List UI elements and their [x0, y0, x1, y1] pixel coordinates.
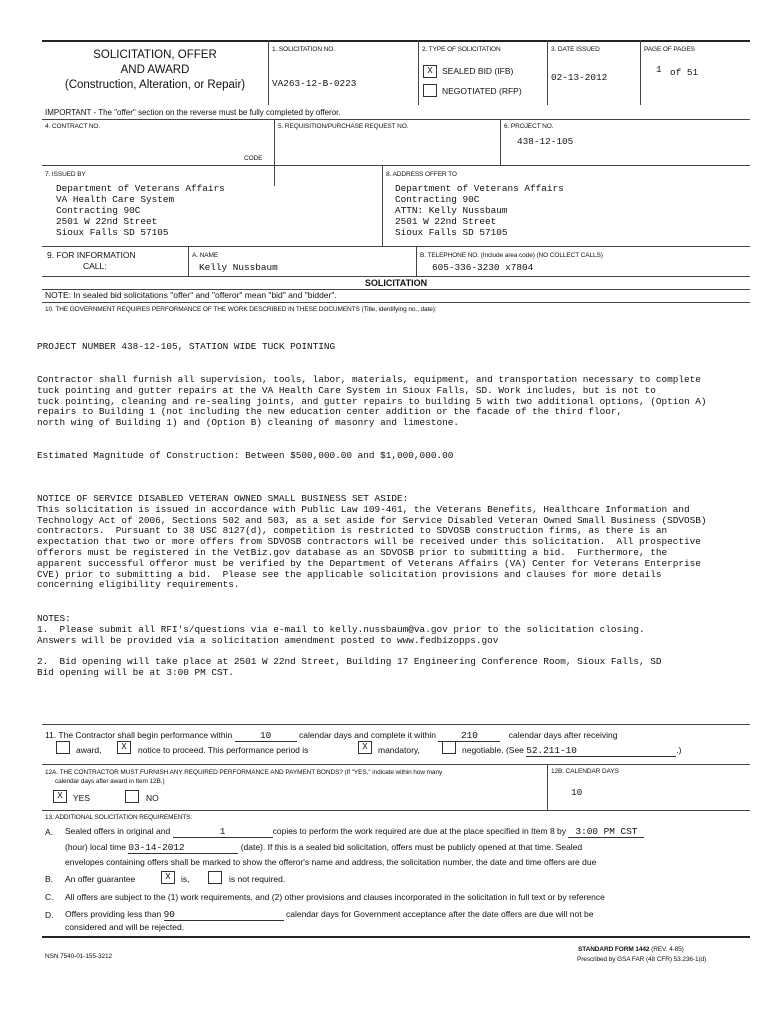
item11-text1: 11. The Contractor shall begin performance within	[45, 730, 233, 740]
telephone-value[interactable]: 605-336-3230 x7804	[432, 262, 534, 273]
item13-d-letter: D.	[45, 910, 54, 920]
code-label: CODE	[244, 155, 263, 162]
item13-a-text3: (hour) local time	[65, 842, 126, 852]
for-information-line2: CALL:	[83, 261, 107, 271]
solicitation-no-label: 1. SOLICITATION NO.	[272, 46, 335, 53]
page-total: of 51	[670, 67, 699, 78]
project-no-label: 6. PROJECT NO.	[504, 123, 554, 130]
date-issued-value[interactable]: 02-13-2012	[551, 72, 608, 83]
project-no-value[interactable]: 438-12-105	[517, 136, 574, 147]
acceptance-days-value: 90	[163, 909, 175, 920]
negotiable-checkbox[interactable]	[442, 741, 456, 754]
issued-by-line: Contracting 90C	[56, 205, 141, 216]
contract-no-label: 4. CONTRACT NO.	[45, 123, 101, 130]
guarantee-is-not-label: is not required.	[229, 874, 286, 884]
item13-d-text2: calendar days for Government acceptance after the date offers are due will not be	[285, 909, 594, 919]
bonds-yes-checkbox[interactable]: X	[53, 790, 67, 803]
page-of-pages-label: PAGE OF PAGES	[644, 46, 695, 53]
for-information-label	[47, 250, 136, 272]
standard-form-rev: (REV. 4-85)	[651, 946, 684, 953]
see-clause-value: 52.211-10	[526, 745, 577, 756]
negotiated-label: NEGOTIATED (RFP)	[442, 86, 522, 96]
standard-form-name: STANDARD FORM 1442	[578, 946, 650, 953]
form-title-line2: AND AWARD	[120, 64, 190, 76]
bonds-label-line1: 12A. THE CONTRACTOR MUST FURNISH ANY REQUIRED PERFORMANCE AND PAYMENT BONDS? (If "YES," indicate within how many	[45, 769, 443, 776]
item13-c-letter: C.	[45, 892, 54, 902]
due-date-field[interactable]	[128, 842, 238, 854]
sealed-bid-label: SEALED BID (IFB)	[442, 66, 514, 76]
item13-a-text2: copies to perform the work required are due at the place specified in Item 8 by	[272, 826, 567, 836]
item11-complete-days-value: 210	[460, 730, 478, 741]
item13-a-text5: envelopes containing offers shall be marked to show the offeror's name and address, the solicitation number, the date and time offers are due	[65, 857, 597, 867]
copies-value: 1	[219, 826, 226, 837]
item13-b-letter: B.	[45, 874, 54, 884]
contact-name-label: A. NAME	[192, 252, 219, 259]
prescribed-by: Prescribed by GSA FAR (48 CFR) 53.236-1(d)	[577, 956, 707, 963]
acceptance-days-field[interactable]	[164, 909, 284, 921]
guarantee-is-label: is,	[181, 874, 190, 884]
form-title-line1: SOLICITATION, OFFER	[93, 49, 217, 61]
item13-a-letter: A.	[45, 827, 54, 837]
offer-to-line: Contracting 90C	[395, 194, 480, 205]
bonds-label	[45, 768, 442, 786]
additional-requirements-label: 13. ADDITIONAL SOLICITATION REQUIREMENTS:	[45, 814, 193, 821]
guarantee-is-checkbox[interactable]: X	[161, 871, 175, 884]
item13-a-line1	[65, 826, 644, 838]
item11-text3: calendar days after receiving	[508, 730, 618, 740]
calendar-days-value[interactable]: 10	[571, 787, 583, 798]
item11-start-days[interactable]	[235, 730, 297, 742]
item11-text2: calendar days and complete it within	[299, 730, 437, 740]
bonds-no-label: NO	[146, 793, 159, 803]
project-title: PROJECT NUMBER 438-12-105, STATION WIDE TUCK POINTING	[37, 341, 336, 352]
bid-opening-note: 2. Bid opening will take place at 2501 W 22nd Street, Building 17 Engineering Conference Room, Sioux Falls, SD Bid opening will be at 3:00 PM CST.	[37, 656, 662, 678]
offer-to-line: ATTN: Kelly Nussbaum	[395, 205, 508, 216]
page-number: 1	[656, 64, 662, 75]
issued-by-line: VA Health Care System	[56, 194, 175, 205]
for-information-line1: 9. FOR INFORMATION	[47, 250, 136, 260]
address-offer-to-label: 8. ADDRESS OFFER TO	[386, 171, 457, 178]
due-time-value: 3:00 PM CST	[575, 826, 638, 837]
notes-paragraph: NOTES: 1. Please submit all RFI's/questions via e-mail to kelly.nussbaum@va.gov prior to the solicitation closing. Answers will be provided via a solicitation amendment posted to www.fedbizopps.gov	[37, 613, 645, 646]
estimated-magnitude: Estimated Magnitude of Construction: Between $500,000.00 and $1,000,000.00	[37, 450, 454, 461]
mandatory-checkbox[interactable]: X	[358, 741, 372, 754]
due-date-value: 03-14-2012	[128, 842, 185, 853]
issued-by-line: 2501 W 22nd Street	[56, 216, 158, 227]
offer-guarantee-label: An offer guarantee	[65, 874, 136, 884]
address-offer-to-address	[395, 183, 564, 238]
issued-by-address	[56, 183, 225, 238]
solicitation-heading: SOLICITATION	[364, 278, 428, 288]
see-clause-field[interactable]	[526, 745, 676, 757]
sealed-bid-checkbox[interactable]: X	[423, 65, 437, 78]
important-notice: IMPORTANT - The "offer" section on the reverse must be fully completed by offeror.	[45, 108, 341, 117]
item11-start-days-value: 10	[260, 730, 272, 741]
sealed-bid-note: NOTE: In sealed bid solicitations "offer" and "offeror" mean "bid" and "bidder".	[45, 290, 337, 300]
sdvosb-notice: NOTICE OF SERVICE DISABLED VETERAN OWNED SMALL BUSINESS SET ASIDE: This solicitation is issued in accordance with Public Law 109-461, the Veterans Benefits, Healthcare Information and Technology Act of 2006, Sections 502 and 503, as a set aside for Service Disabled Veteran Owned Small Business (SDVOSB) contractors. Pursuant to 38 USC 8127(d), competition is restricted to SDVOSB construction firms, as there is an expectation that two or more offers from SDVOSB contractors will be received under this solicitation. All prospective offerors must be registered in the VetBiz.gov database as an SDVOSB prior to submitting a bid. Furthermore, the apparent successful offeror must be verified by the Department of Veterans Affairs (VA) Center for Veterans Enterprise CVE) prior to submitting a bid. Please see the applicable solicitation provisions and clauses for more details concerning eligibility requirements.	[37, 493, 707, 591]
issued-by-line: Department of Veterans Affairs	[56, 183, 225, 194]
item13-a-line2	[65, 842, 582, 854]
telephone-label: B. TELEPHONE NO. (Include area code) (NO COLLECT CALLS)	[420, 252, 603, 259]
date-issued-label: 3. DATE ISSUED	[551, 46, 600, 53]
due-time-field[interactable]	[568, 826, 644, 838]
standard-form-id	[578, 946, 684, 953]
item13-c-text: All offers are subject to the (1) work requirements, and (2) other provisions and clauses incorporated in the solicitation in full text or by reference	[65, 892, 605, 902]
issued-by-line: Sioux Falls SD 57105	[56, 227, 169, 238]
bonds-yes-label: YES	[73, 793, 91, 803]
item13-a-text1: Sealed offers in original and	[65, 826, 171, 836]
offer-to-line: Department of Veterans Affairs	[395, 183, 564, 194]
notice-to-proceed-label: notice to proceed. This performance period is	[138, 745, 309, 755]
offer-to-line: 2501 W 22nd Street	[395, 216, 497, 227]
issued-by-label: 7. ISSUED BY	[45, 171, 86, 178]
solicitation-type-label: 2. TYPE OF SOLICITATION	[422, 46, 501, 53]
notice-to-proceed-checkbox[interactable]: X	[117, 741, 131, 754]
item13-a-text4: (date). If this is a sealed bid solicitation, offers must be publicly opened at that time. Sealed	[240, 842, 583, 852]
item13-d-text1: Offers providing less than	[65, 909, 162, 919]
contact-name-value[interactable]: Kelly Nussbaum	[199, 262, 278, 273]
award-label: award,	[76, 745, 102, 755]
form-title-line3: (Construction, Alteration, or Repair)	[64, 79, 246, 91]
see-close: .)	[676, 745, 682, 755]
requisition-no-label: 5. REQUISITION/PURCHASE REQUEST NO.	[278, 123, 409, 130]
negotiable-line	[462, 745, 682, 757]
award-checkbox[interactable]	[56, 741, 70, 754]
bonds-label-line2: calendar days after award in Item 12B.)	[55, 778, 165, 785]
guarantee-is-not-checkbox[interactable]	[208, 871, 222, 884]
calendar-days-label: 12B. CALENDAR DAYS	[551, 768, 619, 775]
item13-d-line1	[65, 909, 593, 921]
copies-field[interactable]	[173, 826, 273, 838]
offer-to-line: Sioux Falls SD 57105	[395, 227, 508, 238]
bonds-no-checkbox[interactable]	[125, 790, 139, 803]
item13-d-text3: considered and will be rejected.	[65, 922, 185, 932]
mandatory-label: mandatory,	[378, 745, 420, 755]
solicitation-no-value[interactable]: VA263-12-B-0223	[272, 78, 357, 89]
negotiated-checkbox[interactable]	[423, 84, 437, 97]
scope-paragraph: Contractor shall furnish all supervision, tools, labor, materials, equipment, and transportation necessary to complete tuck pointing and gutter repairs at the VA Health Care System in Sioux Falls, SD. Work includes, but is not to tuck pointing, cleaning and re-sealing joints, and gutter repairs to building 5 with two additional options, (Option A) repairs to Building 1 (not including the new education center addition or the facade of the third floor, north wing of Building 1) and (Option B) cleaning of masonry and limestone.	[37, 374, 707, 429]
work-description-label: 10. THE GOVERNMENT REQUIRES PERFORMANCE OF THE WORK DESCRIBED IN THESE DOCUMENTS (Title, identifying no., date):	[45, 306, 437, 313]
negotiable-label: negotiable. (See	[462, 745, 524, 755]
nsn-number: NSN 7540-01-155-3212	[45, 953, 113, 960]
